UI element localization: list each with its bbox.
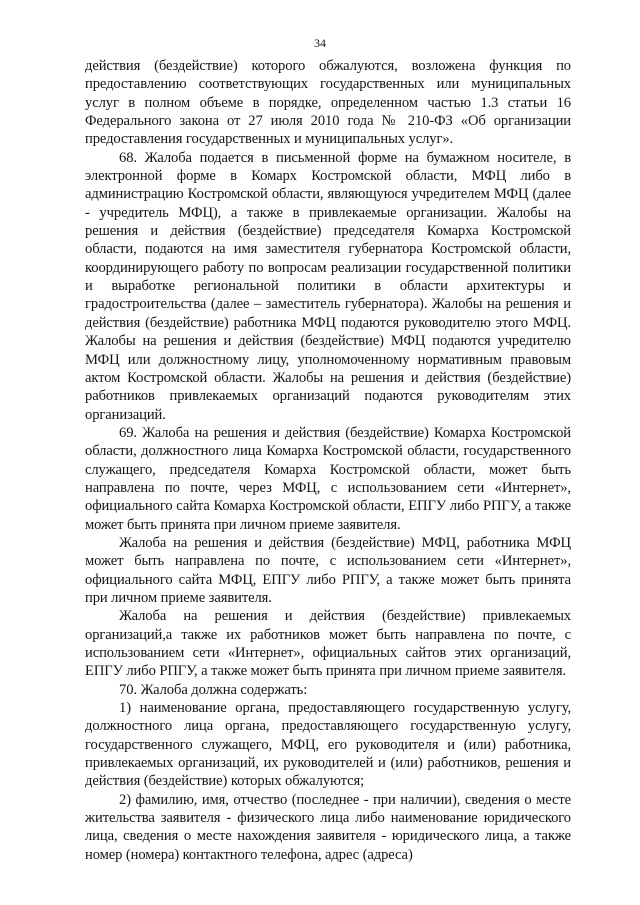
paragraph-69: 69. Жалоба на решения и действия (бездействие) Комарха Костромской области, должностного лица Комарха Костромской области, государственного служащего, председателя Комарха Костромской области, может быть направлена по почте, через МФЦ, с использованием сети «Интернет», официального сайта Комарха Костромской области, ЕПГУ либо РПГУ, а также может быть принята при личном приеме заявителя. (85, 424, 571, 533)
paragraph-68: 68. Жалоба подается в письменной форме на бумажном носителе, в электронной форме в Комарх Костромской области, МФЦ либо в администрацию Костромской области, являющуюся учредителем МФЦ (далее - учредитель МФЦ), а также в привлекаемые организации. Жалобы на решения и действия (бездействие) председателя Комарха Костромской области, подаются на имя заместителя губернатора Костромской области, координирующего работу по вопросам реализации государственной политики и выработке региональной политики в области архитектуры и градостроительства (далее – заместитель губернатора). Жалобы на решения и действия (бездействие) работника МФЦ подаются руководителю этого МФЦ. Жалобы на решения и действия (бездействие) МФЦ подаются учредителю МФЦ или должностному лицу, уполномоченному нормативным правовым актом Костромской области. Жалобы на решения и действия (бездействие) работников привлекаемых организаций подаются руководителям этих организаций. (85, 149, 571, 423)
list-item-2: 2) фамилию, имя, отчество (последнее - при наличии), сведения о месте жительства заявителя - физического лица либо наименование юридического лица, сведения о месте нахождения заявителя - юридического лица, а также номер (номера) контактного телефона, адрес (адреса) (85, 791, 571, 863)
paragraph-continuation: действия (бездействие) которого обжалуются, возложена функция по предоставлению соответствующих государственных или муниципальных услуг в полном объеме в порядке, определенном частью 1.3 статьи 16 Федерального закона от 27 июля 2010 года № 210-ФЗ «Об организации предоставления государственных и муниципальных услуг». (85, 58, 571, 148)
page-number: 34 (314, 36, 326, 50)
paragraph-organizations-complaint: Жалоба на решения и действия (бездействие) привлекаемых организаций,а также их работников может быть направлена по почте, с использованием сети «Интернет», официальных сайтов этих организаций, ЕПГУ либо РПГУ, а также может быть принята при личном приеме заявителя. (85, 608, 571, 680)
list-item-1: 1) наименование органа, предоставляющего государственную услугу, должностного лица органа, предоставляющего государственную услугу, государственного служащего, МФЦ, его руководителя и (или) работника, привлекаемых организаций, их руководителей и (или) работников, решения и действия (бездействие) которых обжалуются; (85, 700, 571, 790)
paragraph-70: 70. Жалоба должна содержать: (119, 681, 308, 698)
document-body (85, 57, 571, 864)
paragraph-mfc-complaint: Жалоба на решения и действия (бездействие) МФЦ, работника МФЦ может быть направлена по почте, с использованием сети «Интернет», официального сайта МФЦ, ЕПГУ либо РПГУ, а также может быть принята при личном приеме заявителя. (85, 534, 571, 606)
